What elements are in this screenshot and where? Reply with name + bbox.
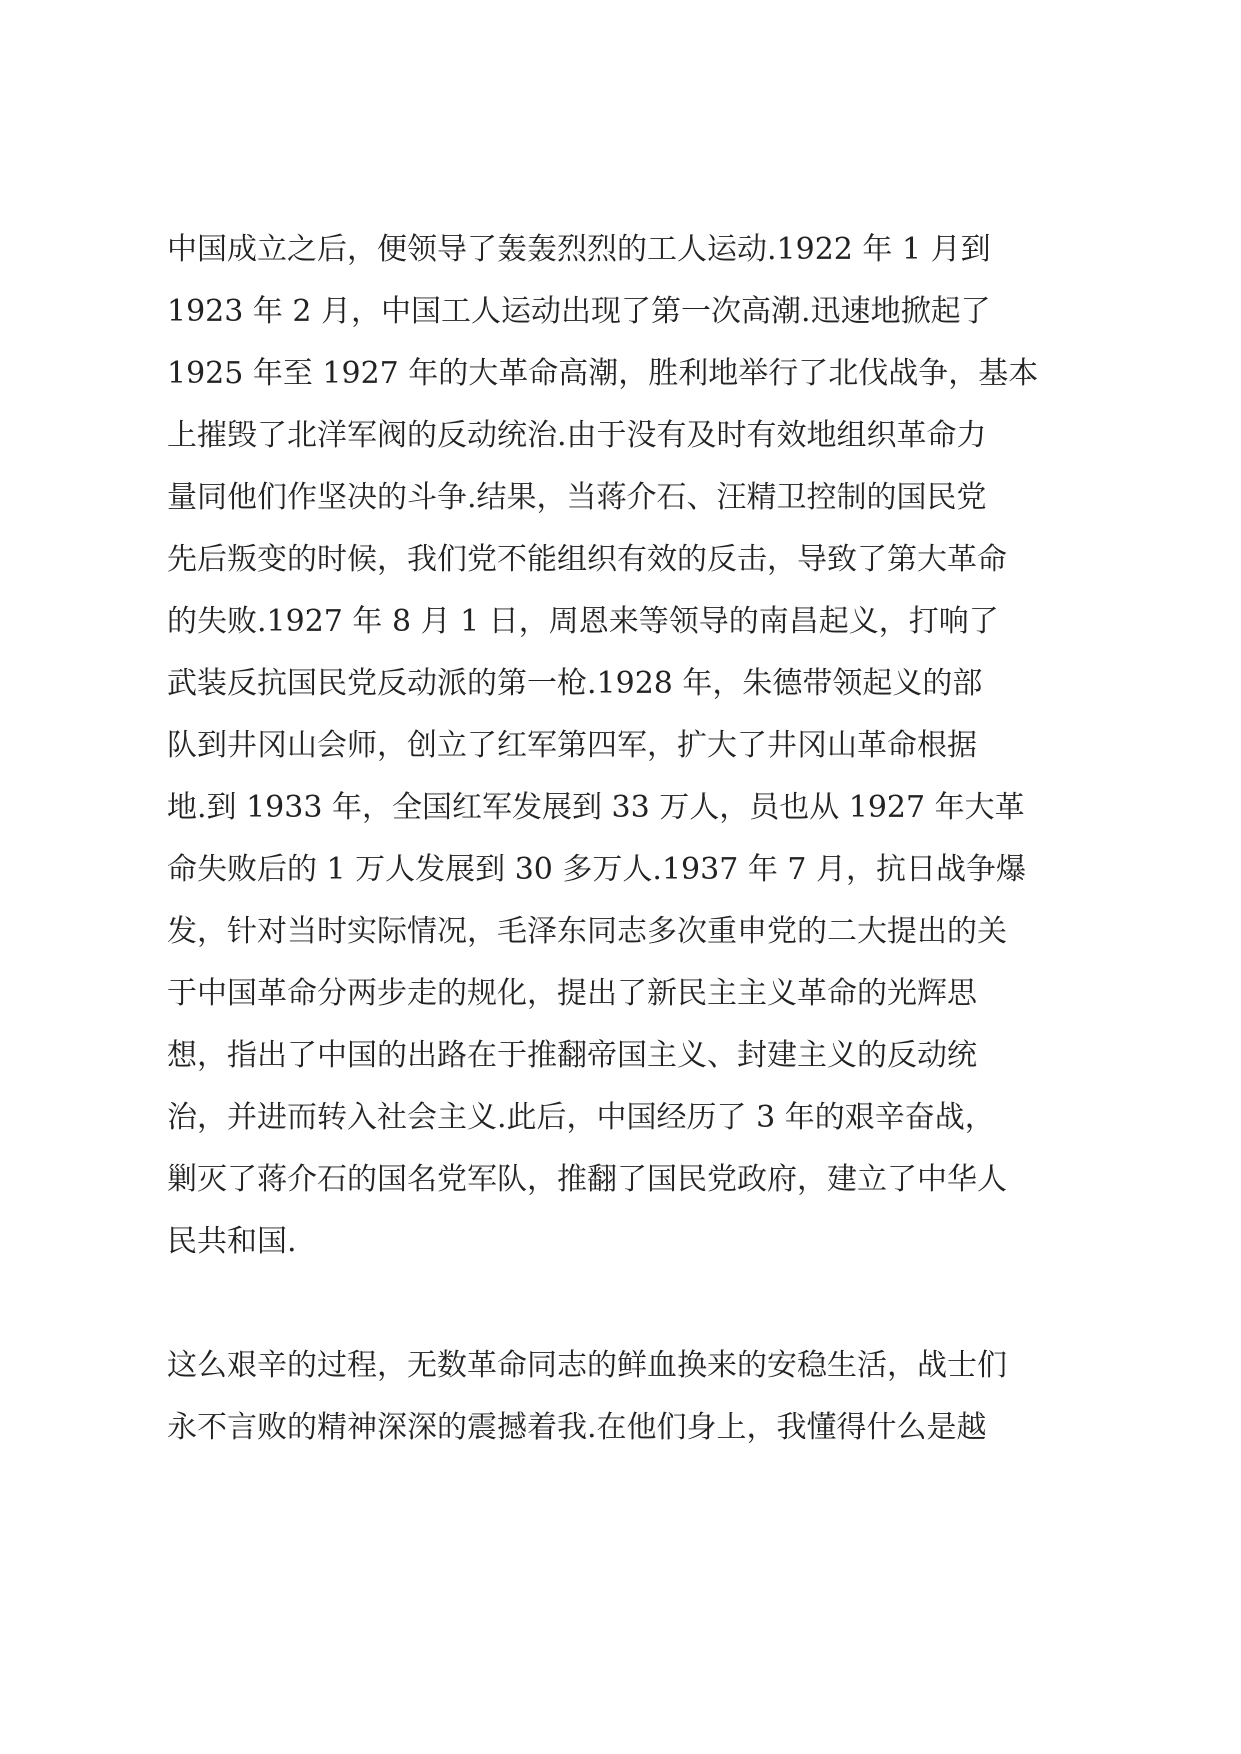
paragraph-1-line-10: 地.到 1933 年，全国红军发展到 33 万人，员也从 1927 年大革: [167, 790, 1025, 825]
paragraph-1-line-15: 治，并进而转入社会主义.此后，中国经历了 3 年的艰辛奋战，: [167, 1100, 995, 1135]
paragraph-1-line-11: 命失败后的 1 万人发展到 30 多万人.1937 年 7 月，抗日战争爆: [167, 852, 1026, 887]
paragraph-1-line-4: 上摧毁了北洋军阀的反动统治.由于没有及时有效地组织革命力: [167, 418, 987, 453]
paragraph-1-line-5: 量同他们作坚决的斗争.结果，当蒋介石、汪精卫控制的国民党: [167, 480, 987, 515]
paragraph-1-line-1: 中国成立之后，便领导了轰轰烈烈的工人运动.1922 年 1 月到: [167, 232, 991, 267]
paragraph-2-line-1: 这么艰辛的过程，无数革命同志的鲜血换来的安稳生活，战士们: [167, 1348, 1007, 1383]
paragraph-2-line-2: 永不言败的精神深深的震撼着我.在他们身上，我懂得什么是越: [167, 1410, 987, 1445]
paragraph-1-line-8: 武装反抗国民党反动派的第一枪.1928 年，朱德带领起义的部: [167, 666, 983, 701]
paragraph-1-line-17: 民共和国.: [167, 1224, 297, 1259]
paragraph-1-line-7: 的失败.1927 年 8 月 1 日，周恩来等领导的南昌起义，打响了: [167, 604, 999, 639]
paragraph-1-line-2: 1923 年 2 月，中国工人运动出现了第一次高潮.迅速地掀起了: [167, 294, 991, 329]
paragraph-1-line-6: 先后叛变的时候，我们党不能组织有效的反击，导致了第大革命: [167, 542, 1007, 577]
paragraph-1-line-14: 想，指出了中国的出路在于推翻帝国主义、封建主义的反动统: [167, 1038, 977, 1073]
paragraph-1-line-13: 于中国革命分两步走的规化，提出了新民主主义革命的光辉思: [167, 976, 977, 1011]
paragraph-1-line-9: 队到井冈山会师，创立了红军第四军，扩大了井冈山革命根据: [167, 728, 977, 763]
paragraph-1-line-12: 发，针对当时实际情况，毛泽东同志多次重申党的二大提出的关: [167, 914, 1007, 949]
paragraph-1-line-16: 剿灭了蒋介石的国名党军队，推翻了国民党政府，建立了中华人: [167, 1162, 1007, 1197]
paragraph-1-line-3: 1925 年至 1927 年的大革命高潮，胜利地举行了北伐战争，基本: [167, 356, 1039, 391]
